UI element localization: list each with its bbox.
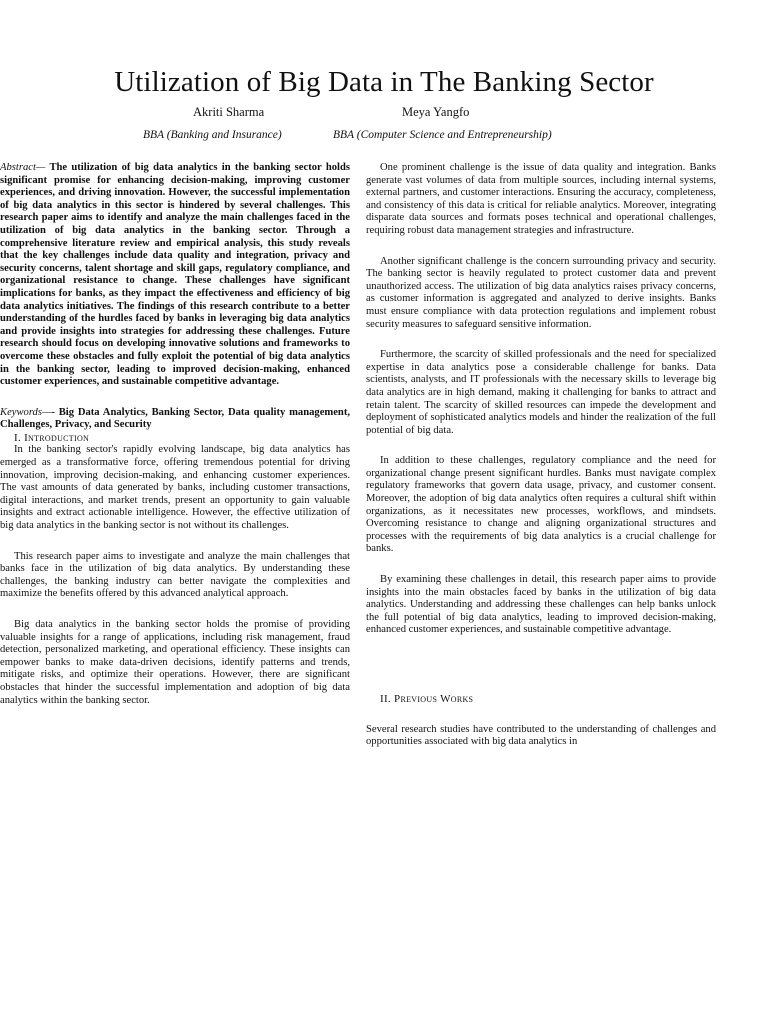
left-column	[0, 162, 350, 707]
right-paragraph-3: Furthermore, the scarcity of skilled professionals and the need for specialized expertise in data analytics pose a considerable challenge for banks. Data scientists, analysts, and IT professionals with the necessary skills to leverage big data analytics are in high demand, making it challenging for banks to attract and retain talent. The scarcity of skilled resources can impede the development and deployment of sophisticated analytics models and hinder the realization of the full potential of big data.	[366, 349, 716, 436]
section-heading-previous-works: II. Previous Works	[380, 693, 474, 705]
section-heading-introduction: I. Introduction	[14, 431, 90, 444]
author-1-name: Akriti Sharma	[193, 105, 265, 119]
intro-paragraph-2: This research paper aims to investigate and analyze the main challenges that banks face in the utilization of big data analytics. By understanding these challenges, the banking industry can better navigate the complexities and maximize the benefits offered by this advanced analytical approach.	[0, 550, 350, 600]
intro-paragraph-1: In the banking sector's rapidly evolving landscape, big data analytics has emerged as a transformative force, offering tremendous potential for driving innovation, improving decision-making, and enhancing customer experiences. The vast amounts of data generated by banks, including customer transactions, digital interactions, and market trends, present an opportunity to gain valuable insights and extract actionable intelligence. However, the effective utilization of big data analytics in the banking sector is not without its challenges.	[0, 444, 350, 532]
author-2-name: Meya Yangfo	[402, 105, 470, 119]
right-paragraph-4: In addition to these challenges, regulatory compliance and the need for organizational change present significant hurdles. Banks must navigate complex regulatory frameworks that govern data usage, privacy, and customer consent. Moreover, the adoption of big data analytics often requires a cultural shift within organizations, as it necessitates new processes, workflows, and mindsets. Overcoming resistance to change and aligning organizational structures and processes with the requirements of big data analytics is a crucial challenge for banks.	[366, 455, 716, 555]
right-paragraph-2: Another significant challenge is the concern surrounding privacy and security. The banking sector is heavily regulated to protect customer data and prevent unauthorized access. The utilization of big data analytics raises privacy concerns, as customer information is aggregated and analyzed to derive insights. Banks must ensure compliance with data protection regulations and implement robust security measures to safeguard sensitive information.	[366, 255, 716, 330]
right-paragraph-5: By examining these challenges in detail, this research paper aims to provide insights into the main obstacles faced by banks in the utilization of big data analytics. Understanding and addressing these challenges can help banks unlock the full potential of big data analytics, leading to improved decision-making, enhanced customer experiences, and sustainable competitive advantage.	[366, 574, 716, 636]
intro-paragraph-3: Big data analytics in the banking sector holds the promise of providing valuable insights for a range of applications, including risk management, fraud detection, personalized marketing, and operational efficiency. These insights can empower banks to make data-driven decisions, identify patterns and trends, mitigate risks, and optimize their operations. However, there are significant obstacles that hinder the successful implementation and adoption of big data analytics within the banking sector.	[0, 619, 350, 706]
right-column	[366, 162, 716, 749]
keywords	[0, 407, 350, 432]
previous-works-paragraph-1: Several research studies have contributed to the understanding of challenges and opportunities associated with big data analytics in	[366, 723, 716, 748]
keywords-label: Keywords—	[0, 406, 52, 418]
abstract-text: The utilization of big data analytics in the banking sector holds significant promise for enhancing decision-making, improving customer experiences, and driving innovation. However, the successful implementation of big data analytics in this sector is hindered by several challenges. This research paper aims to identify and analyze the main challenges faced in the utilization of big data analytics in the banking sector. Through a comprehensive literature review and empirical analysis, this study reveals that the key challenges include data quality and integration, privacy and security concerns, talent shortage and skill gaps, regulatory compliance, and organizational resistance to change. These challenges have significant implications for banks, as they impact the effectiveness and efficiency of big data analytics initiatives. The findings of this research contribute to a better understanding of the hurdles faced by banks in leveraging big data analytics and provide insights into strategies for addressing these challenges. Future research should focus on developing innovative solutions and frameworks to overcome these obstacles and fully exploit the potential of big data analytics in the banking sector, leading to improved decision-making, enhanced customer experiences, and sustainable competitive advantage.	[0, 162, 350, 388]
abstract	[0, 162, 350, 389]
keywords-text: - Big Data Analytics, Banking Sector, Data quality management, Challenges, Privacy, and Security	[0, 406, 350, 431]
paper-title: Utilization of Big Data in The Banking Sector	[114, 66, 654, 98]
author-2-affiliation: BBA (Computer Science and Entrepreneurship)	[333, 129, 552, 141]
abstract-label: Abstract—	[0, 162, 46, 173]
author-1-affiliation: BBA (Banking and Insurance)	[143, 129, 282, 141]
right-paragraph-1: One prominent challenge is the issue of data quality and integration. Banks generate vast volumes of data from multiple sources, including internal systems, external partners, and customer interactions. Ensuring the accuracy, completeness, and consistency of this data is critical for reliable analytics. Moreover, integrating disparate data sources and formats poses technical and operational challenges, requiring robust data management strategies and infrastructure.	[366, 162, 716, 236]
